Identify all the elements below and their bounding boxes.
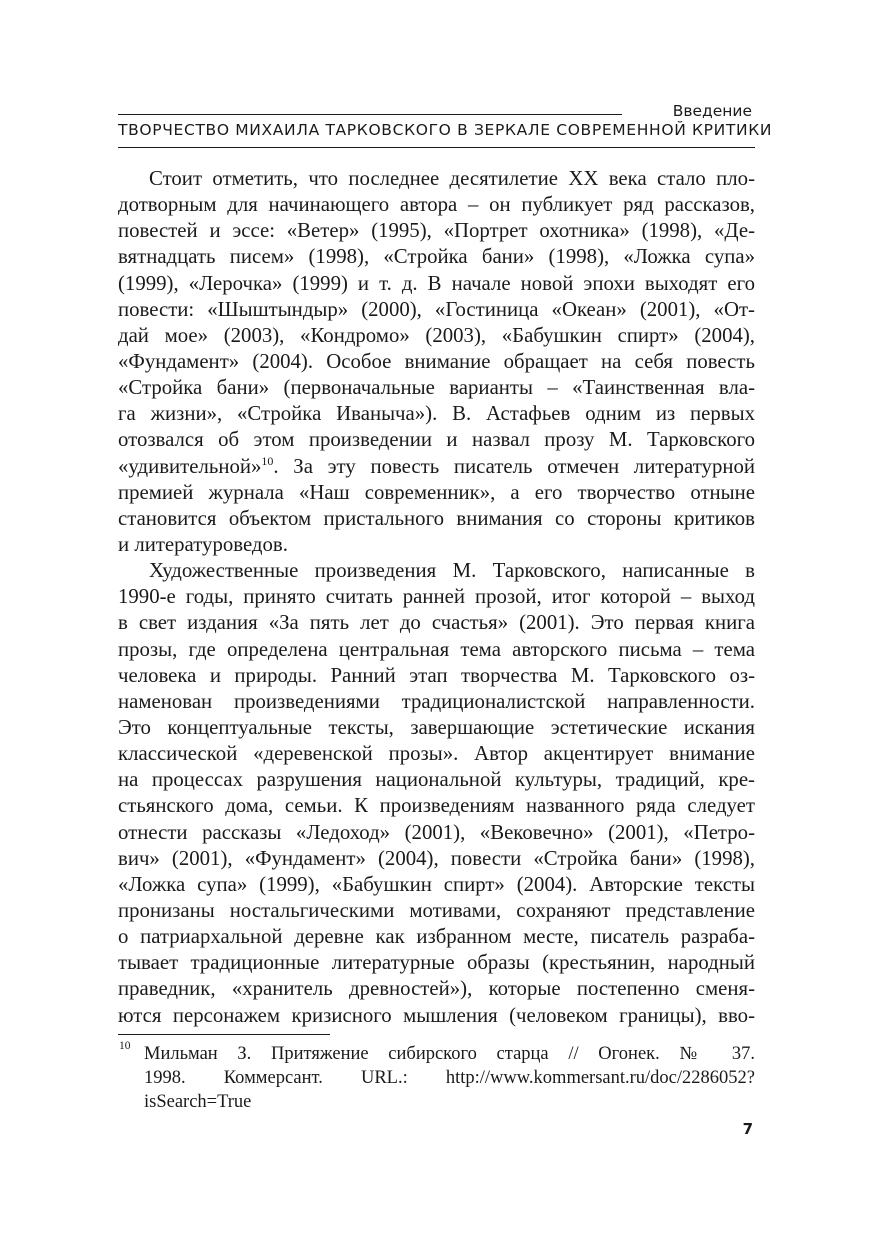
text-line: отнести рассказы «Ледоход» (2001), «Вековечно» (2001), «Петро-	[118, 820, 755, 844]
text-line: Стоит отметить, что последнее десятилетие XX века стало пло-	[149, 167, 755, 190]
text-line: повести: «Шыштындыр» (2000), «Гостиница «Океан» (2001), «От-	[118, 297, 755, 321]
text-line: вятнадцать писем» (1998), «Стройка бани» (1998), «Ложка супа»	[118, 245, 755, 269]
header-book-title: ТВОРЧЕСТВО МИХАИЛА ТАРКОВСКОГО В ЗЕРКАЛЕ СОВРЕМЕННОЙ КРИТИКИ	[118, 121, 773, 139]
text-line: тывает традиционные литературные образы (крестьянин, народный	[118, 951, 755, 975]
text-line: становится объектом пристального внимания со стороны критиков	[118, 506, 755, 530]
text-line: повестей и эссе: «Ветер» (1995), «Портрет охотника» (1998), «Де-	[118, 219, 755, 243]
text-line: праведник, «хранитель древностей»), которые постепенно сменя-	[118, 977, 755, 1001]
text-line: Художественные произведения М. Тарковского, написанные в	[149, 559, 755, 583]
footnote-line: isSearch=True	[144, 1092, 252, 1112]
text-line: наменован произведениями традиционалистской направленности.	[118, 689, 755, 713]
page-number: 7	[742, 1120, 753, 1138]
text-line: в свет издания «За пять лет до счастья» (2001). Это первая книга	[118, 611, 755, 635]
footnote-line	[118, 1042, 755, 1066]
text-line: о патриархальной деревне как избранном месте, писатель разраба-	[118, 925, 755, 949]
body-text	[118, 166, 755, 1029]
text-fragment: «удивительной»	[118, 454, 262, 478]
text-line: и литературоведов.	[118, 532, 288, 556]
text-line: 1990-е годы, принято считать ранней прозой, итог которой – выход	[118, 585, 755, 609]
header-bottom-rule	[118, 147, 755, 148]
text-line: «Стройка бани» (первоначальные варианты – «Таинственная вла-	[118, 376, 755, 400]
footnote-line: 1998. Коммерсант. URL.: http://www.kommersant.ru/doc/2286052?	[144, 1068, 755, 1088]
text-line-with-footnote-ref	[118, 454, 755, 480]
text-line: ются персонажем кризисного мышления (человеком границы), вво-	[118, 1003, 755, 1027]
text-line: (1999), «Лерочка» (1999) и т. д. В начале новой эпохи выходят его	[118, 271, 755, 295]
paragraph-1	[118, 166, 755, 558]
text-line: «Ложка супа» (1999), «Бабушкин спирт» (2004). Авторские тексты	[118, 872, 755, 896]
footnote-number: 10	[119, 1040, 131, 1052]
text-line: дай мое» (2003), «Кондромо» (2003), «Бабушкин спирт» (2004),	[118, 323, 755, 347]
text-line: стьянского дома, семьи. К произведениям названного ряда следует	[118, 794, 755, 818]
text-fragment: . За эту повесть писатель отмечен литературной	[273, 454, 755, 478]
footnote-reference[interactable]: 10	[261, 453, 274, 468]
footnote-separator	[118, 1034, 330, 1035]
text-line: отозвался об этом произведении и назвал прозу М. Тарковского	[118, 428, 755, 452]
text-line: вич» (2001), «Фундамент» (2004), повести «Стройка бани» (1998),	[118, 846, 755, 870]
header-section-title: Введение	[672, 102, 752, 120]
footnote-text: Мильман З. Притяжение сибирского старца // Огонек. № 37.	[144, 1044, 755, 1064]
text-line: человека и природы. Ранний этап творчества М. Тарковского оз-	[118, 663, 755, 687]
header-top-rule	[118, 114, 622, 115]
footnote-10	[118, 1042, 755, 1114]
text-line: на процессах разрушения национальной культуры, традиций, кре-	[118, 768, 755, 792]
text-line: прозы, где определена центральная тема авторского письма – тема	[118, 637, 755, 661]
text-line: премией журнала «Наш современник», а его творчество отныне	[118, 480, 755, 504]
text-line: Это концептуальные тексты, завершающие эстетические искания	[118, 715, 755, 739]
text-line: пронизаны ностальгическими мотивами, сохраняют представление	[118, 898, 755, 922]
text-line: дотворным для начинающего автора – он публикует ряд рассказов,	[118, 193, 755, 217]
text-line: классической «деревенской прозы». Автор акцентирует внимание	[118, 742, 755, 766]
paragraph-2	[118, 558, 755, 1029]
text-line: га жизни», «Стройка Иваныча»). В. Астафьев одним из первых	[118, 402, 755, 426]
text-line: «Фундамент» (2004). Особое внимание обращает на себя повесть	[118, 349, 755, 373]
